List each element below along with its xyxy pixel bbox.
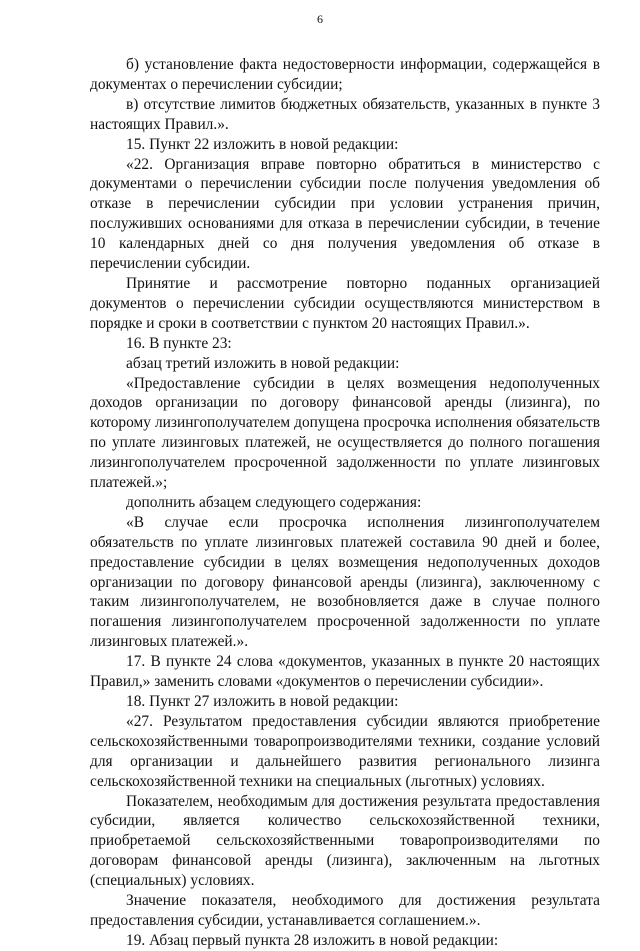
paragraph: Значение показателя, необходимого для достижения результата предоставления субсидии, устанавливается соглашением.». <box>90 892 600 929</box>
paragraph: дополнить абзацем следующего содержания: <box>126 493 422 511</box>
paragraph: «Предоставление субсидии в целях возмещения недополученных доходов организации по договору финансовой аренды (лизинга), по которому лизингополучателем допущена просрочка исполнения обязательств по уплате лизинговых платежей, не осуществляется до полного погашения лизингополучателем просроченной задолженности по уплате лизинговых платежей.»; <box>90 374 600 492</box>
paragraph: 17. В пункте 24 слова «документов, указанных в пункте 20 настоящих Правил,» заменить словами «документов о перечислении субсидии». <box>90 653 600 691</box>
paragraph: 16. В пункте 23: <box>126 334 232 352</box>
paragraph: в) отсутствие лимитов бюджетных обязательств, указанных в пункте 3 настоящих Правил.». <box>90 95 600 133</box>
paragraph: Показателем, необходимым для достижения результата предоставления субсидии, является количество сельскохозяйственной техники, приобретаемой сельскохозяйственными товаропроизводителями по договорам финансовой аренды (лизинга), заключенным на льготных (специальных) условиях. <box>90 792 600 890</box>
paragraph: 18. Пункт 27 изложить в новой редакции: <box>126 693 399 710</box>
paragraph: б) установление факта недостоверности информации, содержащейся в документах о перечислении субсидии; <box>90 56 600 93</box>
paragraph: 15. Пункт 22 изложить в новой редакции: <box>126 135 399 153</box>
document-body <box>90 55 600 951</box>
page-number: 6 <box>317 12 323 26</box>
paragraph: «27. Результатом предоставления субсидии являются приобретение сельскохозяйственными товаропроизводителями техники, создание условий для организации и дальнейшего развития регионального лизинга сельскохозяйственной техники на специальных (льготных) условиях. <box>90 712 600 790</box>
paragraph: «22. Организация вправе повторно обратиться в министерство с документами о перечислении субсидии после получения уведомления об отказе в перечислении субсидии при условии устранения причин, послуживших основаниями для отказа в перечислении субсидии, в течение 10 календарных дней со дня получения уведомления об отказе в перечислении субсидии. <box>90 155 600 273</box>
paragraph: абзац третий изложить в новой редакции: <box>126 354 400 372</box>
paragraph: «В случае если просрочка исполнения лизингополучателем обязательств по уплате лизинговых платежей составила 90 дней и более, предоставление субсидии в целях возмещения недополученных доходов организации по договору финансовой аренды (лизинга), заключенному с таким лизингополучателем, не возобновляется даже в случае полного погашения лизингополучателем просроченной задолженности по уплате лизинговых платежей.». <box>90 513 600 651</box>
paragraph: Принятие и рассмотрение повторно поданных организацией документов о перечислении субсидии осуществляются министерством в порядке и сроки в соответствии с пунктом 20 настоящих Правил.». <box>90 274 600 332</box>
paragraph: 19. Абзац первый пункта 28 изложить в новой редакции: <box>126 931 499 949</box>
